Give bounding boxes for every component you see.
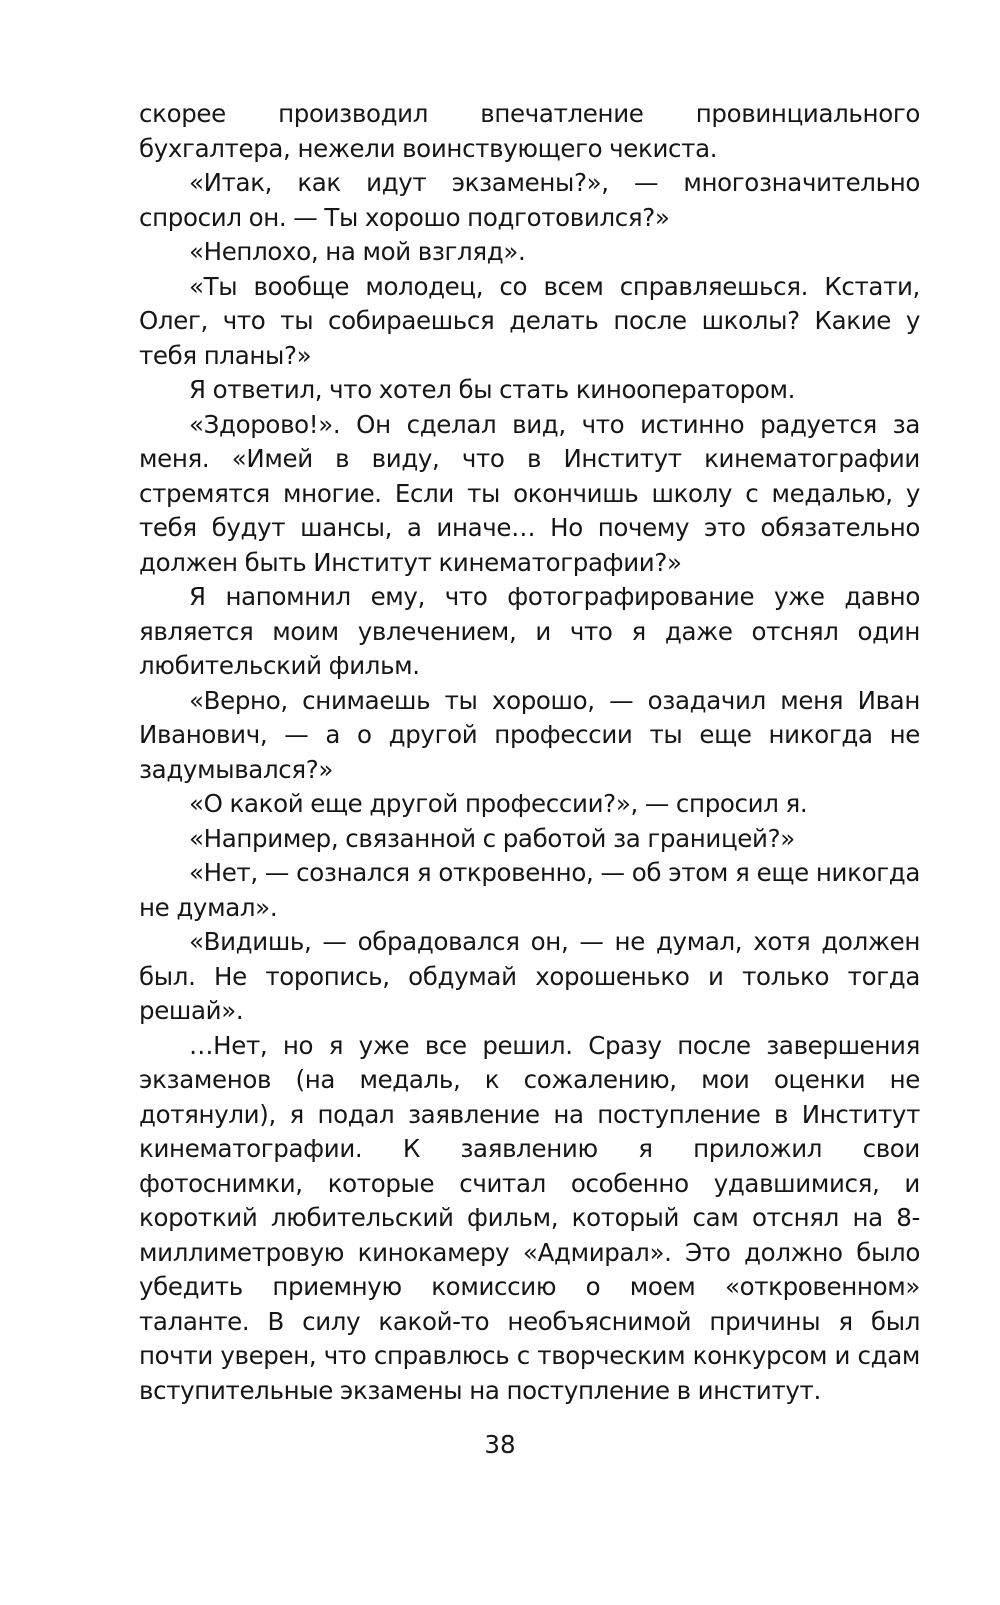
paragraph: «Верно, снимаешь ты хорошо, — озадачил меня Иван Иванович, — а о другой профессии ты еще никогда не задумывался?» <box>139 685 920 784</box>
paragraph: …Нет, но я уже все решил. Сразу после завершения экзаменов (на медаль, к сожалению, мои оценки не дотянули), я подал заявление на поступление в Институт кинематографии. К заявлению я приложил свои фотоснимки, которые считал особенно удавшимися, и короткий любительский фильм, который сам отснял на 8-миллиметровую кинокамеру «Адмирал». Это должно было убедить приемную комиссию о моем «откровенном» таланте. В силу какой-то необъяснимой причины я был почти уверен, что справлюсь с творческим конкурсом и сдам вступительные экзамены на поступление в институт. <box>139 1030 920 1405</box>
page-number: 38 <box>484 1430 516 1459</box>
paragraph: Я напомнил ему, что фотографирование уже давно является моим увлечением, и что я даже отснял один любительский фильм. <box>139 582 920 680</box>
paragraph: «Здорово!». Он сделал вид, что истинно радуется за меня. «Имей в виду, что в Институт кинематографии стремятся многие. Если ты окончишь школу с медалью, у тебя будут шансы, а иначе… Но почему это обязательно должен быть Институт кинематографии?» <box>139 409 920 577</box>
paragraph: «Видишь, — обрадовался он, — не думал, хотя должен был. Не торопись, обдумай хорошенько и только тогда решай». <box>139 927 920 1025</box>
paragraph: скорее производил впечатление провинциального бухгалтера, нежели воинствующего чекиста. <box>139 99 920 163</box>
paragraph: «Нет, — сознался я откровенно, — об этом я еще никогда не думал». <box>139 858 920 922</box>
paragraph: «Итак, как идут экзамены?», — многозначительно спросил он. — Ты хорошо подготовился?» <box>139 168 920 232</box>
paragraph: «Ты вообще молодец, со всем справляешься. Кстати, Олег, что ты собираешься делать после школы? Какие у тебя планы?» <box>139 271 920 370</box>
paragraph: Я ответил, что хотел бы стать кинооператором. <box>189 375 796 404</box>
paragraph: «О какой еще другой профессии?», — спросил я. <box>189 789 808 818</box>
paragraph: «Например, связанной с работой за границей?» <box>189 823 795 853</box>
body-text <box>139 97 920 1408</box>
paragraph: «Неплохо, на мой взгляд». <box>189 237 526 266</box>
